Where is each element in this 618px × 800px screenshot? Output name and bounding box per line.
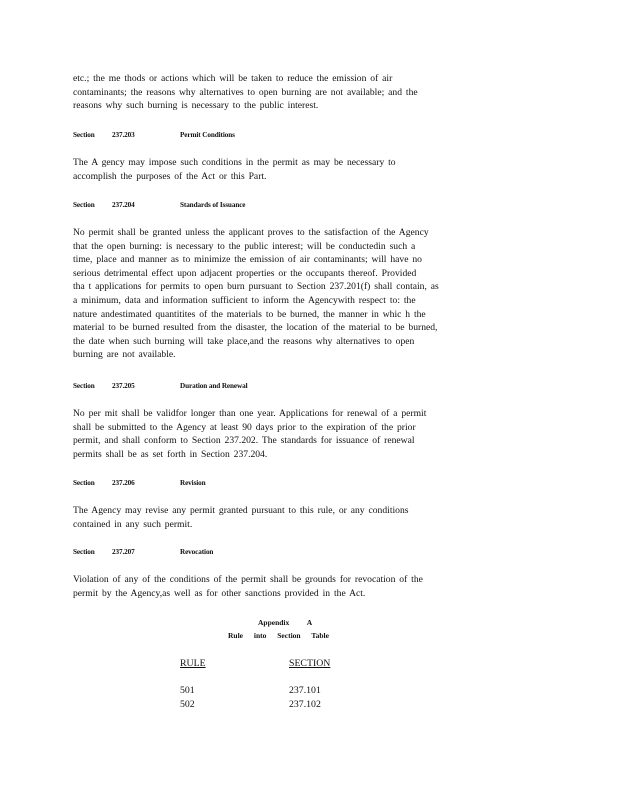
- section-heading-237-206: Section 237.206 Revision: [73, 479, 206, 487]
- section-237-207-body: Violation of any of the conditions of the permit shall be grounds for revocation of the permit by the Agency,as well as for other sanctions provided in the Act.: [73, 574, 423, 599]
- section-heading-237-205: Section 237.205 Duration and Renewal: [73, 382, 248, 390]
- section-237-206-body: The Agency may revise any permit granted pursuant to this rule, or any conditions contained in any such permit.: [73, 505, 409, 530]
- appendix-title: Appendix A: [258, 618, 313, 627]
- table-cell-rule: 502: [180, 699, 195, 710]
- section-237-205-body: No per mit shall be validfor longer than one year. Applications for renewal of a permit shall be submitted to the Agency at least 90 days prior to the expiration of the prior permit, and shall conform to Section 237.202. The standards for issuance of renewal permits shall be as set forth in Section 237.204.: [73, 408, 427, 460]
- section-heading-237-203: Section 237.203 Permit Conditions: [73, 131, 235, 139]
- table-cell-section: 237.102: [289, 699, 321, 710]
- section-237-203-body: The A gency may impose such conditions in the permit as may be necessary to accomplish the purposes of the Act or this Part.: [73, 157, 396, 182]
- table-cell-rule: 501: [180, 685, 195, 696]
- intro-paragraph: etc.; the me thods or actions which will be taken to reduce the emission of air contaminants; the reasons why alternatives to open burning are not available; and the reasons why such burning is necessary to the public interest.: [73, 73, 418, 112]
- appendix-subtitle: Rule into Section Table: [228, 631, 329, 640]
- table-header-section: SECTION: [289, 658, 331, 669]
- section-237-204-body: No permit shall be granted unless the applicant proves to the satisfaction of the Agency that the open burning: is necessary to the public interest; will be conductedin such a time, place and manner as to minimize the emission of air contaminants; will have no serious detrimental effect upon adjacent properties or the occupants thereof. Provided tha t applications for permits to open burn pursuant to Section 237.201(f) shall contain, as a minimum, data and information sufficient to inform the Agencywith respect to: the nature andestimated quantitites of the materials to be burned, the manner in whic h the material to be burned resulted from the disaster, the location of the material to be burned, the date when such burning will take place,and the reasons why alternatives to open burning are not available.: [73, 227, 439, 361]
- section-heading-237-207: Section 237.207 Revocation: [73, 548, 214, 556]
- table-cell-section: 237.101: [289, 685, 321, 696]
- section-heading-237-204: Section 237.204 Standards of Issuance: [73, 201, 246, 209]
- table-header-rule: RULE: [180, 658, 206, 669]
